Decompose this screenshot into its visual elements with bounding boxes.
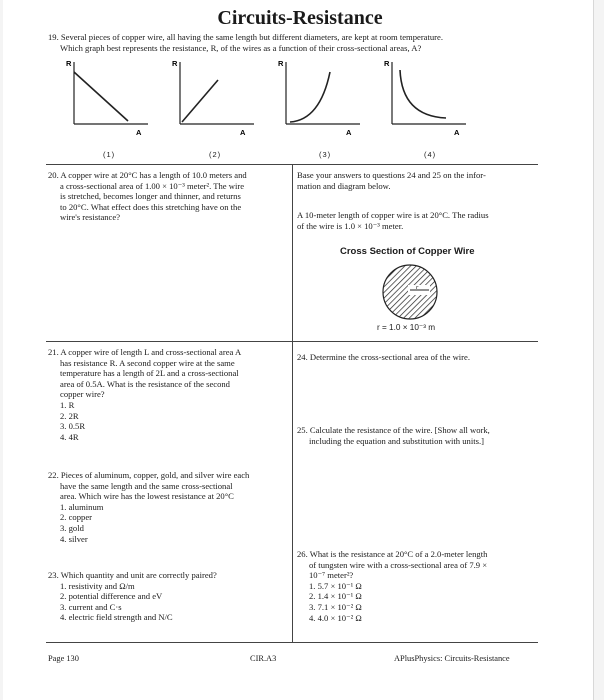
footer-page-number: Page 130 <box>48 654 79 663</box>
q21-option-2[interactable]: 2. 2R <box>60 410 79 421</box>
column-divider <box>292 165 293 642</box>
graph-2 <box>172 58 262 138</box>
graph-1-y-label: R <box>66 59 72 68</box>
q26-option-4[interactable]: 4. 4.0 × 10⁻² Ω <box>309 612 362 623</box>
question-24: 24. Determine the cross-sectional area of the wire. <box>297 352 470 362</box>
q24-25-intro <box>297 170 537 191</box>
q23-option-1[interactable]: 1. resistivity and Ω/m <box>60 580 135 591</box>
question-21 <box>48 347 290 442</box>
question-22 <box>48 470 290 544</box>
q26-line-1: 26. What is the resistance at 20°C of a 2.0-meter length <box>297 549 488 559</box>
given-line-2: of the wire is 1.0 × 10⁻³ meter. <box>297 220 404 231</box>
footer-code: CIR.A3 <box>250 654 277 663</box>
diagram-title: Cross Section of Copper Wire <box>340 246 475 257</box>
q21-option-1[interactable]: 1. R <box>60 399 75 410</box>
q26-options <box>297 581 537 623</box>
q21-line-3: temperature has a length of 2L and a cross-sectional <box>60 368 239 379</box>
graph-3-y-label: R <box>278 59 284 68</box>
graph-1 <box>66 58 156 138</box>
q20-line-3: is stretched, becomes longer and thinner, and returns <box>60 191 241 202</box>
intro-line-1: Base your answers to questions 24 and 25 on the infor- <box>297 170 486 180</box>
intro-line-2: mation and diagram below. <box>297 180 391 191</box>
radius-label: r = 1.0 × 10⁻³ m <box>377 323 436 332</box>
graph-label-1: (1) <box>103 150 116 159</box>
q23-line-1: 23. Which quantity and unit are correctly paired? <box>48 570 217 580</box>
graph-1-curve <box>74 72 128 121</box>
q21-option-4[interactable]: 4. 4R <box>60 431 79 442</box>
graph-3-curve <box>290 72 330 122</box>
q26-option-3[interactable]: 3. 7.1 × 10⁻² Ω <box>309 601 362 612</box>
page-title: Circuits-Resistance <box>217 7 383 29</box>
wire-cross-section <box>380 262 440 322</box>
q21-option-3[interactable]: 3. 0.5R <box>60 421 86 432</box>
question-20 <box>48 170 290 223</box>
radius-marker: r <box>416 285 419 291</box>
q25-line-2: including the equation and substitution with units.] <box>309 435 484 446</box>
graph-4-y-label: R <box>384 59 390 68</box>
q26-option-1[interactable]: 1. 5.7 × 10⁻¹ Ω <box>309 580 362 591</box>
q21-line-5: copper wire? <box>60 389 105 400</box>
q20-line-1: 20. A copper wire at 20°C has a length of 10.0 meters and <box>48 170 247 180</box>
q19-line-2: Which graph best represents the resistance, R, of the wires as a function of their cross-sectional areas, A? <box>60 42 422 53</box>
q22-option-1[interactable]: 1. aluminum <box>60 501 104 512</box>
graph-3 <box>278 58 368 138</box>
q23-option-4[interactable]: 4. electric field strength and N/C <box>60 612 173 623</box>
graph-2-y-label: R <box>172 59 178 68</box>
divider-bottom <box>46 642 538 643</box>
q26-option-2[interactable]: 2. 1.4 × 10⁻¹ Ω <box>309 591 362 602</box>
q22-option-3[interactable]: 3. gold <box>60 522 84 533</box>
q23-option-2[interactable]: 2. potential difference and eV <box>60 591 163 602</box>
graph-4-x-label: A <box>454 128 460 137</box>
question-26 <box>297 549 537 623</box>
q20-line-5: wire's resistance? <box>60 212 121 223</box>
q21-line-1: 21. A copper wire of length L and cross-sectional area A <box>48 347 242 357</box>
question-25 <box>297 425 537 446</box>
given-line-1: A 10-meter length of copper wire is at 20°C. The radius <box>297 210 489 220</box>
q20-line-4: to 20°C. What effect does this stretching have on the <box>60 201 242 212</box>
graph-label-4: (4) <box>424 150 437 159</box>
q24-25-given <box>297 210 537 231</box>
q20-line-2: a cross-sectional area of 1.00 × 10⁻³ meter². The wire <box>60 180 245 191</box>
q25-line-1: 25. Calculate the resistance of the wire. [Show all work, <box>297 425 490 435</box>
graph-3-x-label: A <box>346 128 352 137</box>
q23-option-3[interactable]: 3. current and C·s <box>60 601 122 612</box>
q22-line-3: area. Which wire has the lowest resistance at 20°C <box>60 491 234 502</box>
graph-2-x-label: A <box>240 128 246 137</box>
graph-2-curve <box>182 80 218 122</box>
q22-options <box>48 502 290 544</box>
q19-line-1: 19. Several pieces of copper wire, all having the same length but different diameters, are kept at room temperature. <box>48 32 444 42</box>
q26-line-3: 10⁻⁷ meter²? <box>309 570 354 581</box>
question-23 <box>48 570 290 623</box>
q22-line-2: have the same length and the same cross-sectional <box>60 480 233 491</box>
q21-line-4: area of 0.5A. What is the resistance of the second <box>60 378 230 389</box>
q23-options <box>48 581 290 623</box>
q26-line-2: of tungsten wire with a cross-sectional area of 7.9 × <box>309 559 488 570</box>
graph-4 <box>384 58 474 138</box>
q21-line-2: has resistance R. A second copper wire at the same <box>60 357 235 368</box>
footer-source: APlusPhysics: Circuits-Resistance <box>394 654 510 663</box>
q22-option-4[interactable]: 4. silver <box>60 533 88 544</box>
q22-option-2[interactable]: 2. copper <box>60 512 92 523</box>
question-19 <box>48 32 588 53</box>
q21-options <box>48 400 290 442</box>
graph-1-x-label: A <box>136 128 142 137</box>
graph-4-curve <box>400 70 446 118</box>
graph-label-3: (3) <box>319 150 332 159</box>
q22-line-1: 22. Pieces of aluminum, copper, gold, and silver wire each <box>48 470 250 480</box>
graph-label-2: (2) <box>209 150 222 159</box>
